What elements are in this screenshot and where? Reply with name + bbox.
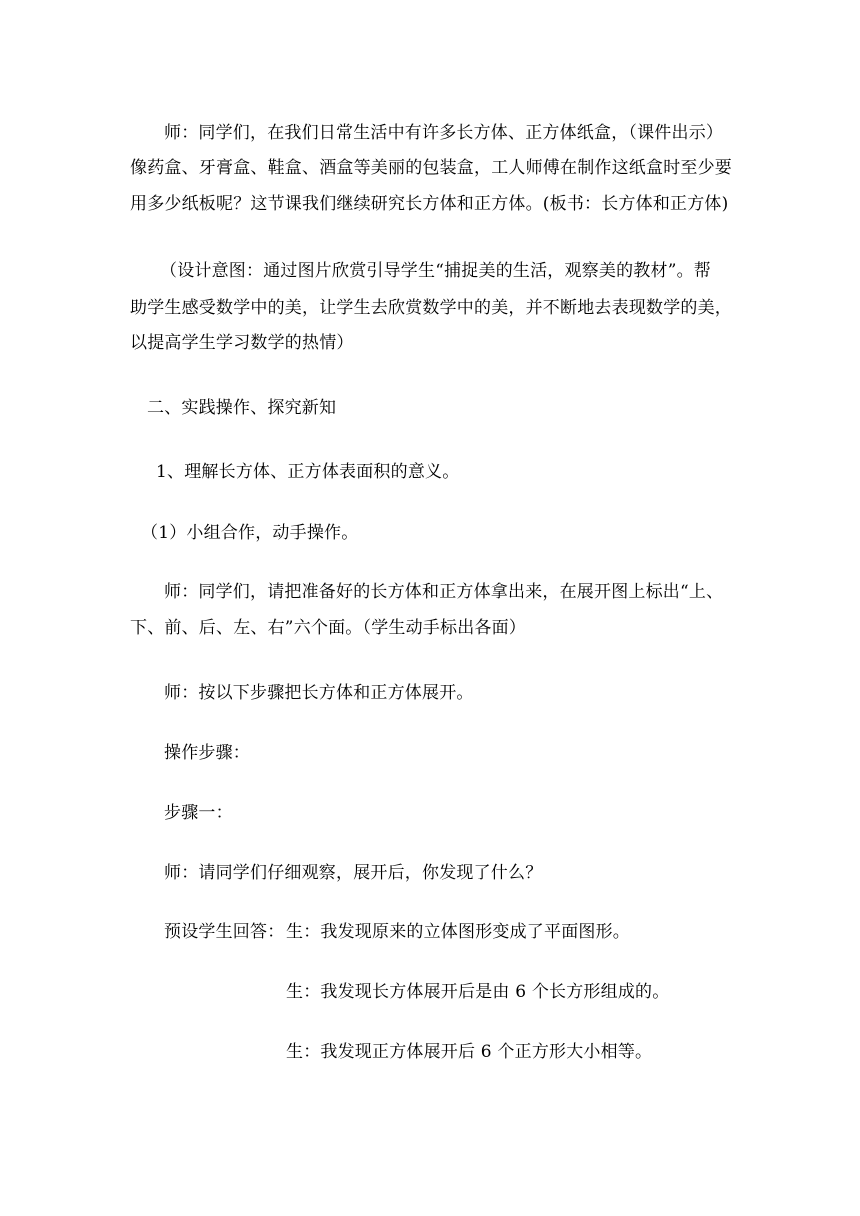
section-heading: 二、实践操作、探究新知 [147, 398, 337, 418]
intro-line-2: 像药盒、牙膏盒、鞋盒、酒盒等美丽的包装盒，工人师傅在制作这纸盒时至少要 [130, 158, 732, 178]
steps-label: 操作步骤： [164, 743, 250, 763]
expected-answer-3: 生：我发现正方体展开后 6 个正方形大小相等。 [286, 1042, 653, 1062]
intro-line-1: 师：同学们，在我们日常生活中有许多长方体、正方体纸盒，（课件出示） [164, 123, 724, 143]
unfold-instruction: 师：按以下步骤把长方体和正方体展开。 [164, 683, 474, 703]
design-intent-line-1: （设计意图：通过图片欣赏引导学生“捕捉美的生活，观察美的教材”。帮 [160, 261, 711, 281]
item-heading: （1）小组合作，动手操作。 [141, 523, 359, 543]
subsection-heading: 1、理解长方体、正方体表面积的意义。 [156, 462, 460, 482]
teacher-instruction-line-1: 师：同学们，请把准备好的长方体和正方体拿出来，在展开图上标出“上、 [164, 582, 724, 602]
design-intent-line-2: 助学生感受数学中的美，让学生去欣赏数学中的美，并不断地去表现数学的美， [130, 298, 732, 318]
step-one-label: 步骤一： [164, 803, 233, 823]
teacher-instruction-line-2: 下、前、后、左、右”六个面。（学生动手标出各面） [130, 618, 526, 638]
observe-question: 师：请同学们仔细观察，展开后，你发现了什么？ [164, 863, 543, 883]
expected-answers-label: 预设学生回答： [164, 922, 285, 942]
expected-answer-2: 生：我发现长方体展开后是由 6 个长方形组成的。 [286, 982, 670, 1002]
design-intent-line-3: 以提高学生学习数学的热情） [130, 333, 354, 353]
expected-answer-1: 生：我发现原来的立体图形变成了平面图形。 [286, 922, 630, 942]
intro-line-3: 用多少纸板呢？这节课我们继续研究长方体和正方体。(板书：长方体和正方体) [130, 194, 729, 214]
